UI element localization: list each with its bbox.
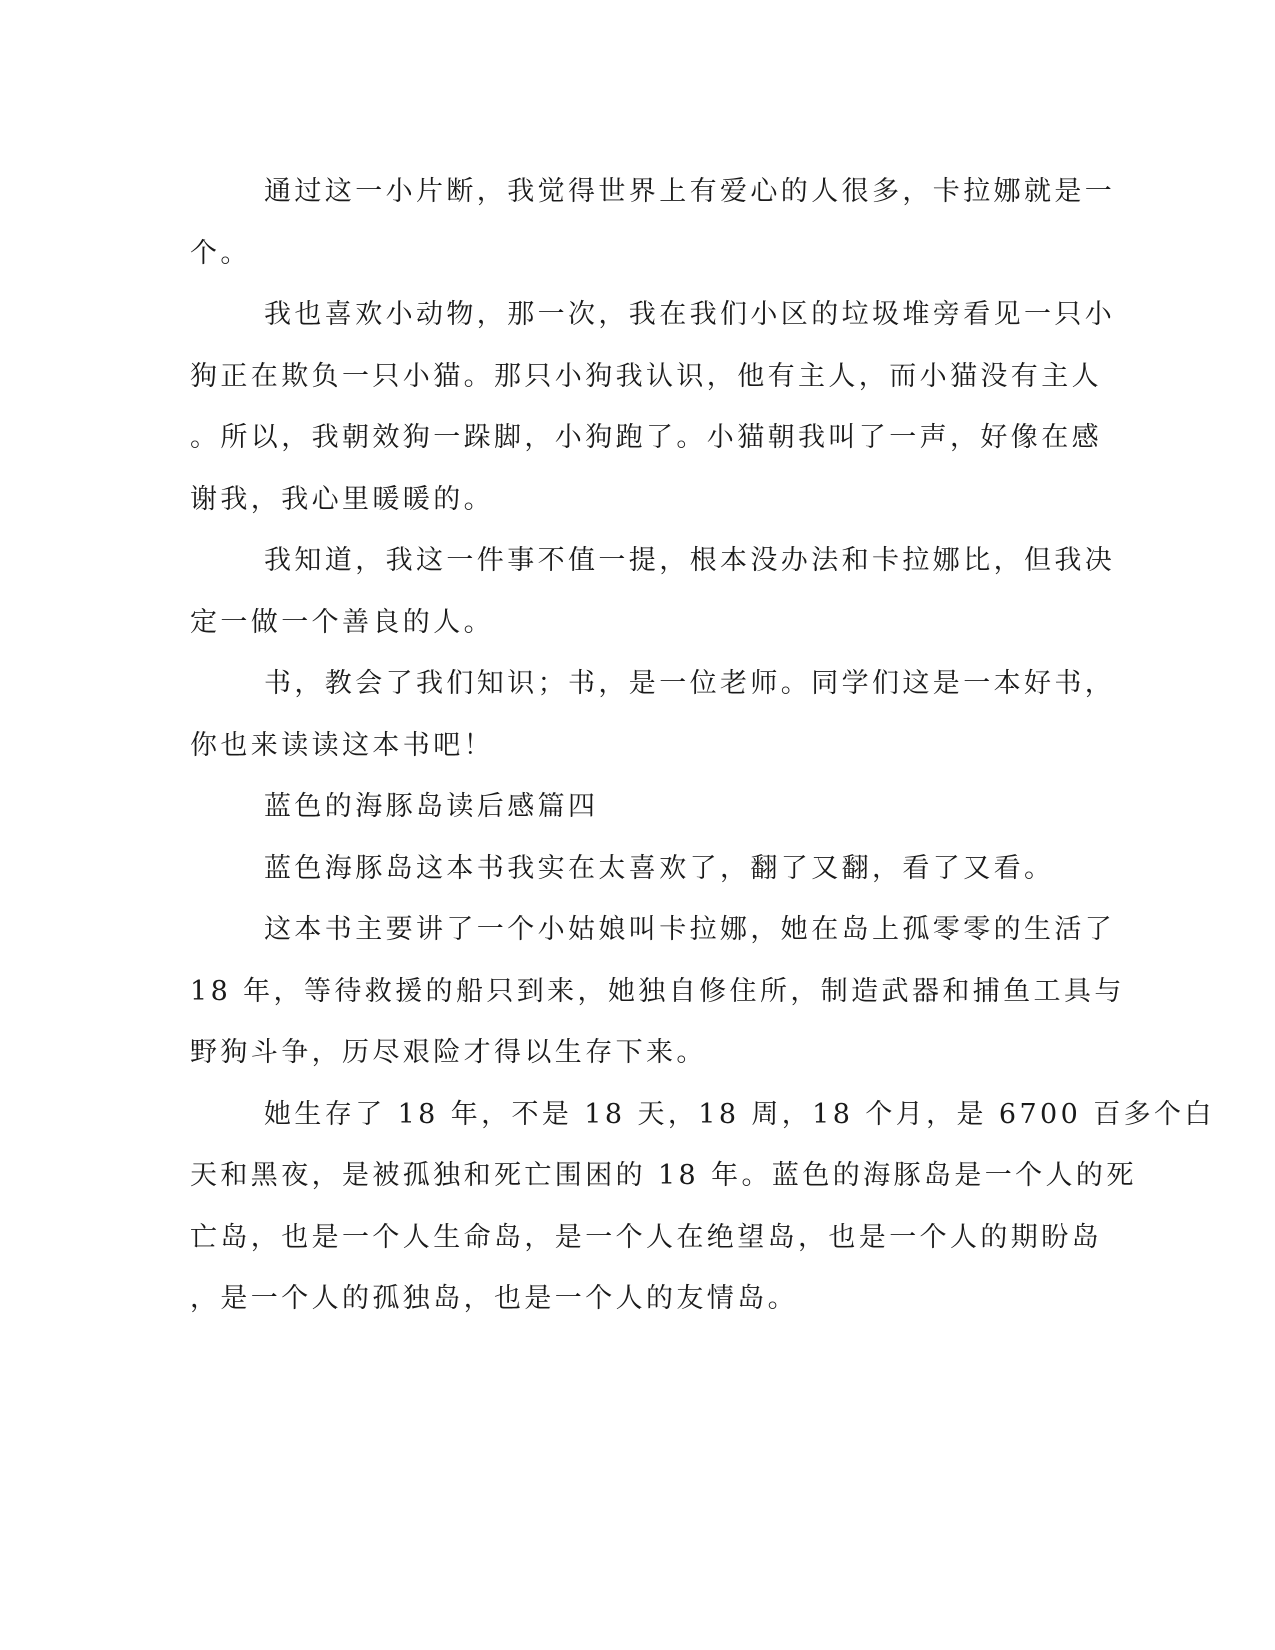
- paragraph-line: 狗正在欺负一只小猫。那只小狗我认识，他有主人，而小猫没有主人: [190, 360, 1102, 392]
- paragraph-line: 。所以，我朝效狗一跺脚，小狗跑了。小猫朝我叫了一声，好像在感: [190, 422, 1102, 453]
- paragraph-line: 天和黑夜，是被孤独和死亡围困的 18 年。蓝色的海豚岛是一个人的死: [190, 1160, 1137, 1191]
- paragraph-line: 我也喜欢小动物，那一次，我在我们小区的垃圾堆旁看见一只小: [264, 299, 1116, 330]
- paragraph-line: 定一做一个善良的人。: [190, 606, 494, 638]
- paragraph-line: 通过这一小片断，我觉得世界上有爱心的人很多，卡拉娜就是一: [264, 176, 1116, 207]
- paragraph-line: 你也来读读这本书吧！: [190, 729, 494, 761]
- paragraph-line: ，是一个人的孤独岛，也是一个人的友情岛。: [190, 1283, 798, 1314]
- paragraph-line: 野狗斗争，历尽艰险才得以生存下来。: [190, 1037, 707, 1068]
- paragraph-line: 蓝色海豚岛这本书我实在太喜欢了，翻了又翻，看了又看。: [264, 852, 1055, 884]
- paragraph-line: 这本书主要讲了一个小姑娘叫卡拉娜，她在岛上孤零零的生活了: [264, 914, 1116, 945]
- paragraph-line: 书，教会了我们知识；书，是一位老师。同学们这是一本好书，: [264, 668, 1116, 699]
- paragraph-line: 我知道，我这一件事不值一提，根本没办法和卡拉娜比，但我决: [264, 545, 1116, 576]
- paragraph-line: 她生存了 18 年，不是 18 天，18 周，18 个月，是 6700 百多个白: [264, 1098, 1215, 1130]
- document-body: [190, 161, 1215, 1330]
- section-heading: 蓝色的海豚岛读后感篇四: [264, 791, 599, 822]
- paragraph-line: 谢我，我心里暖暖的。: [190, 483, 494, 515]
- paragraph-line: 个。: [190, 237, 251, 269]
- paragraph-line: 亡岛，也是一个人生命岛，是一个人在绝望岛，也是一个人的期盼岛: [190, 1221, 1102, 1253]
- paragraph-line: 18 年，等待救援的船只到来，她独自修住所，制造武器和捕鱼工具与: [190, 975, 1125, 1007]
